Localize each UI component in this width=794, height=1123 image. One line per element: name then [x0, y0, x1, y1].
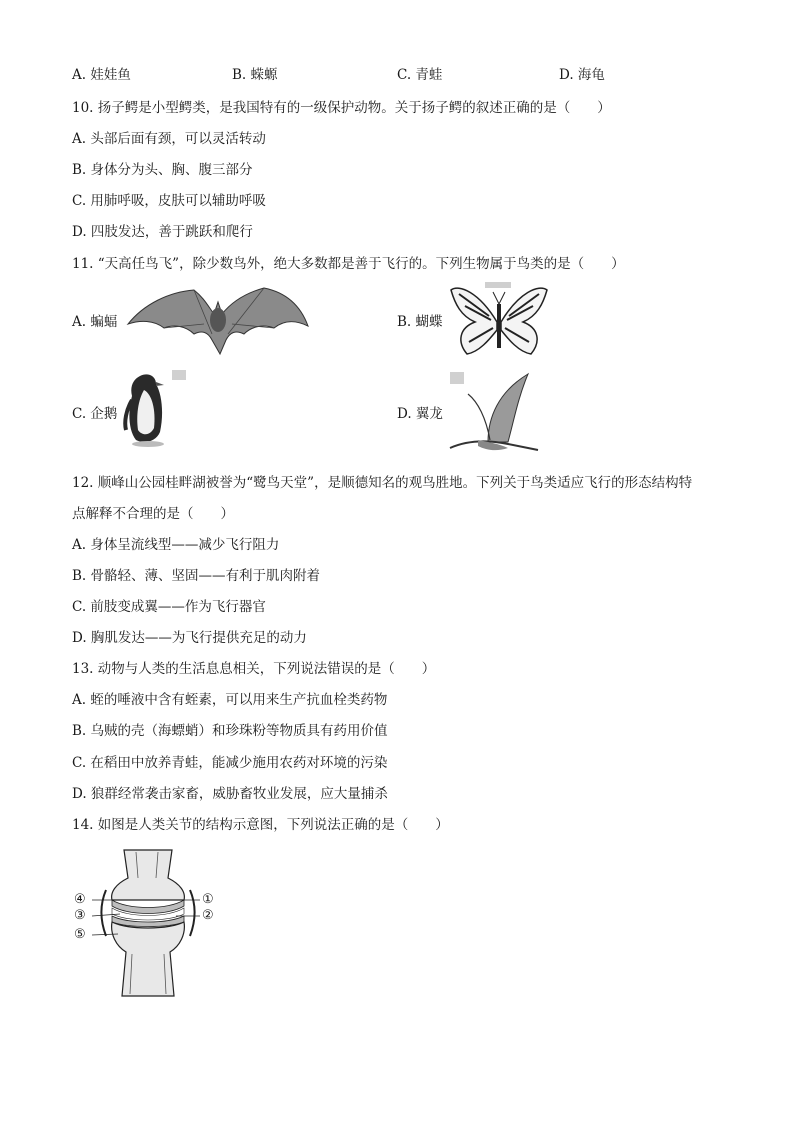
joint-structure	[72, 848, 222, 998]
q11-option-d: D. 翼龙	[397, 406, 443, 422]
q13-option-b: B. 乌贼的壳（海螵蛸）和珍珠粉等物质具有药用价值	[72, 723, 388, 739]
q14-stem: 14. 如图是人类关节的结构示意图，下列说法正确的是（ ）	[72, 817, 449, 833]
joint-diagram	[72, 848, 222, 998]
q10-option-c: C. 用肺呼吸，皮肤可以辅助呼吸	[72, 193, 266, 209]
q13-option-c: C. 在稻田中放养青蛙，能减少施用农药对环境的污染	[72, 755, 388, 771]
q12-option-d: D. 胸肌发达——为飞行提供充足的动力	[72, 630, 307, 646]
q13-stem: 13. 动物与人类的生活息息相关，下列说法错误的是（ ）	[72, 661, 436, 677]
q13-option-d: D. 狼群经常袭击家畜，威胁畜牧业发展，应大量捕杀	[72, 786, 388, 802]
q9-option-d: D. 海龟	[559, 67, 605, 83]
q11-option-b: B. 蝴蝶	[397, 314, 443, 330]
butterfly-image	[449, 282, 549, 362]
q11-stem: 11. “天高任鸟飞”，除少数鸟外，绝大多数都是善于飞行的。下列生物属于鸟类的是（ ）	[72, 256, 625, 272]
q11-option-c: C. 企鹅	[72, 406, 118, 422]
penguin-image	[118, 370, 190, 450]
q10-option-b: B. 身体分为头、胸、腹三部分	[72, 162, 253, 178]
q11-option-a: A. 蝙蝠	[72, 314, 118, 330]
joint-label-2: ②	[202, 908, 214, 923]
joint-label-4: ④	[74, 892, 86, 907]
q10-option-d: D. 四肢发达，善于跳跃和爬行	[72, 224, 253, 240]
q12-option-a: A. 身体呈流线型——减少飞行阻力	[72, 537, 280, 553]
q12-option-b: B. 骨骼轻、薄、坚固——有利于肌肉附着	[72, 568, 321, 584]
q10-option-a: A. 头部后面有颈，可以灵活转动	[72, 131, 266, 147]
q10-stem: 10. 扬子鳄是小型鳄类，是我国特有的一级保护动物。关于扬子鳄的叙述正确的是（ ）	[72, 100, 611, 116]
pterosaur-image	[448, 368, 540, 458]
q13-option-a: A. 蛭的唾液中含有蛭素，可以用来生产抗血栓类药物	[72, 692, 388, 708]
joint-label-1: ①	[202, 892, 214, 907]
bat-image	[124, 284, 312, 356]
q12-stem-line-1: 12. 顺峰山公园桂畔湖被誉为“鹭鸟天堂”，是顺德知名的观鸟胜地。下列关于鸟类适应飞行的形态结构特	[72, 475, 693, 491]
q9-option-c: C. 青蛙	[397, 67, 443, 83]
q12-stem-line-2: 点解释不合理的是（ ）	[72, 506, 234, 522]
joint-label-3: ③	[74, 908, 86, 923]
q12-option-c: C. 前肢变成翼——作为飞行器官	[72, 599, 266, 615]
q9-option-a: A. 娃娃鱼	[72, 67, 131, 83]
q9-option-b: B. 蝾螈	[232, 67, 278, 83]
joint-label-5: ⑤	[74, 927, 86, 942]
